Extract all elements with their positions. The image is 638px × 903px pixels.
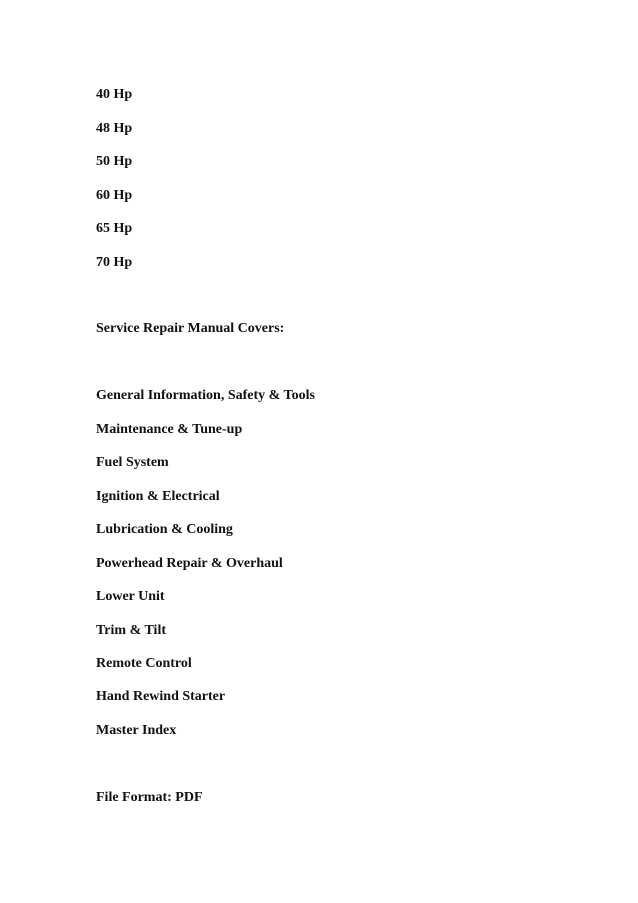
cover-item: General Information, Safety & Tools — [96, 388, 315, 403]
cover-item: Powerhead Repair & Overhaul — [96, 556, 283, 571]
hp-item: 50 Hp — [96, 154, 133, 169]
cover-item: Remote Control — [96, 656, 192, 671]
cover-item: Hand Rewind Starter — [96, 689, 226, 704]
covers-heading: Service Repair Manual Covers: — [96, 321, 285, 336]
cover-item: Trim & Tilt — [96, 623, 166, 638]
hp-item: 40 Hp — [96, 87, 133, 102]
cover-item: Maintenance & Tune-up — [96, 422, 243, 437]
file-format: File Format: PDF — [96, 790, 203, 805]
cover-item: Master Index — [96, 723, 177, 738]
cover-item: Lower Unit — [96, 589, 165, 604]
hp-item: 60 Hp — [96, 188, 133, 203]
cover-item: Lubrication & Cooling — [96, 522, 233, 537]
hp-item: 65 Hp — [96, 221, 133, 236]
hp-item: 70 Hp — [96, 255, 133, 270]
cover-item: Ignition & Electrical — [96, 489, 220, 504]
cover-item: Fuel System — [96, 455, 169, 470]
hp-item: 48 Hp — [96, 121, 133, 136]
